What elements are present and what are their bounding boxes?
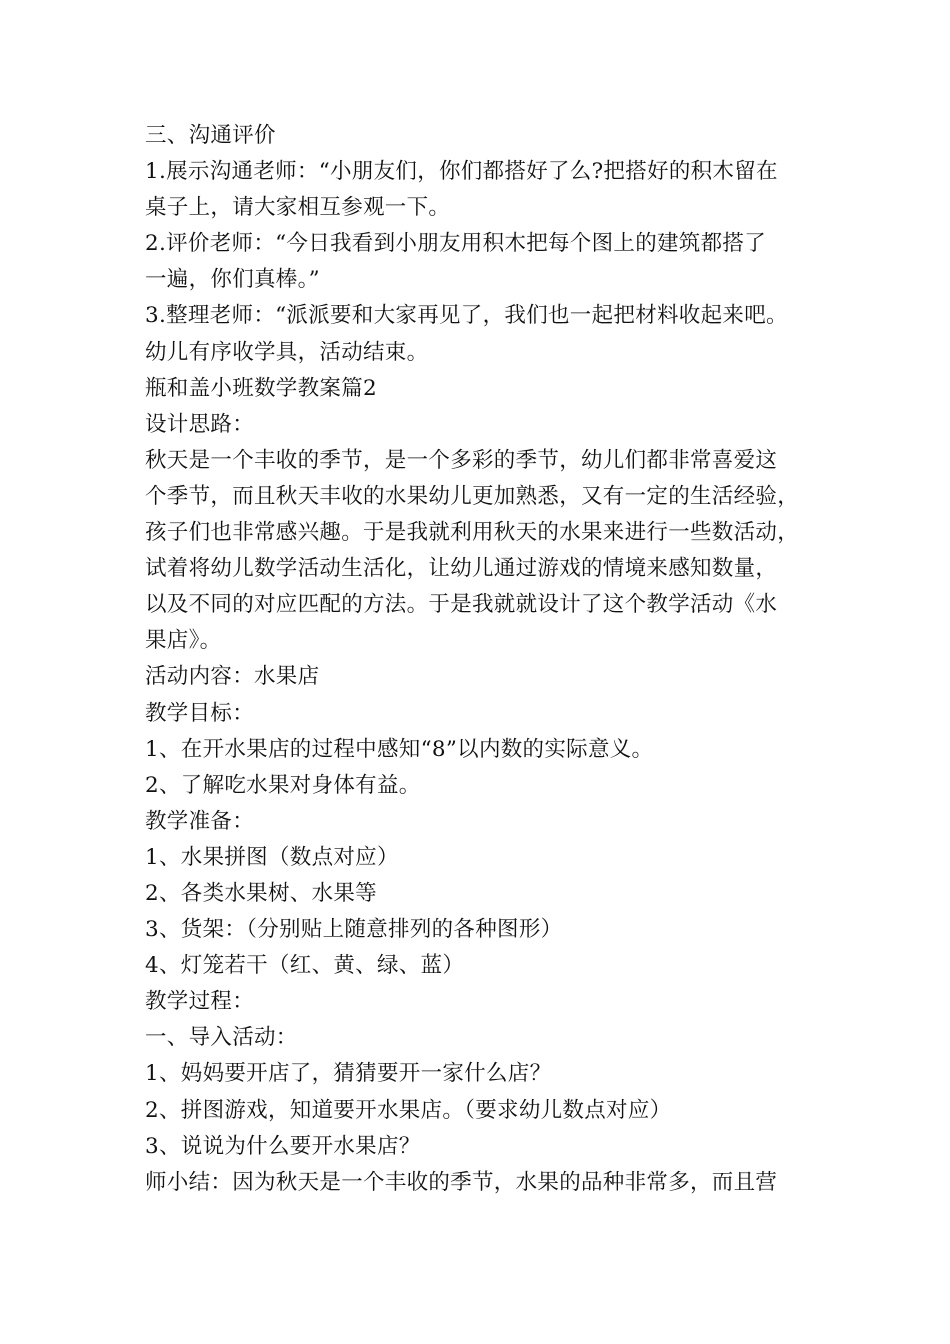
text-line: 孩子们也非常感兴趣。于是我就利用秋天的水果来进行一些数活动， xyxy=(145,520,800,546)
text-line: 1.展示沟通老师：“小朋友们，你们都搭好了么?把搭好的积木留在 xyxy=(145,159,778,185)
list-item: 2、拼图游戏，知道要开水果店。（要求幼儿数点对应） xyxy=(145,1097,672,1123)
list-item: 2、了解吃水果对身体有益。 xyxy=(145,772,421,798)
article-title: 瓶和盖小班数学教案篇2 xyxy=(145,375,377,401)
section-heading: 设计思路： xyxy=(145,411,255,437)
text-line: 果店》。 xyxy=(145,628,222,654)
list-item: 1、妈妈要开店了，猜猜要开一家什么店？ xyxy=(145,1061,552,1087)
text-line: 以及不同的对应匹配的方法。于是我就就设计了这个教学活动《水 xyxy=(145,592,778,618)
text-line: 秋天是一个丰收的季节，是一个多彩的季节，幼儿们都非常喜爱这 xyxy=(145,447,778,473)
document-body xyxy=(145,118,815,1201)
text-line: 师小结：因为秋天是一个丰收的季节，水果的品种非常多，而且营 xyxy=(145,1169,778,1195)
text-line: 一遍，你们真棒。” xyxy=(145,267,320,293)
section-heading: 一、导入活动： xyxy=(145,1025,298,1051)
list-item: 2、各类水果树、水果等 xyxy=(145,880,377,906)
section-heading: 三、沟通评价 xyxy=(145,123,276,148)
list-item: 3、说说为什么要开水果店？ xyxy=(145,1133,421,1159)
section-heading: 教学目标： xyxy=(145,700,255,726)
section-heading: 教学准备： xyxy=(145,808,255,834)
text-line: 个季节，而且秋天丰收的水果幼儿更加熟悉，又有一定的生活经验， xyxy=(145,483,800,509)
text-line: 桌子上，请大家相互参观一下。 xyxy=(145,195,451,221)
section-heading: 教学过程： xyxy=(145,989,255,1015)
text-line: 幼儿有序收学具，活动结束。 xyxy=(145,339,429,365)
list-item: 1、在开水果店的过程中感知“8”以内数的实际意义。 xyxy=(145,736,654,762)
list-item: 3、货架：（分别贴上随意排列的各种图形） xyxy=(145,917,563,943)
text-line: 2.评价老师：“今日我看到小朋友用积木把每个图上的建筑都搭了 xyxy=(145,231,767,257)
text-line: 试着将幼儿数学活动生活化，让幼儿通过游戏的情境来感知数量， xyxy=(145,556,778,582)
text-line: 3.整理老师：“派派要和大家再见了，我们也一起把材料收起来吧。 xyxy=(145,303,788,329)
list-item: 4、灯笼若干（红、黄、绿、蓝） xyxy=(145,953,465,979)
text-line: 活动内容：水果店 xyxy=(145,664,320,690)
list-item: 1、水果拼图（数点对应） xyxy=(145,844,399,870)
